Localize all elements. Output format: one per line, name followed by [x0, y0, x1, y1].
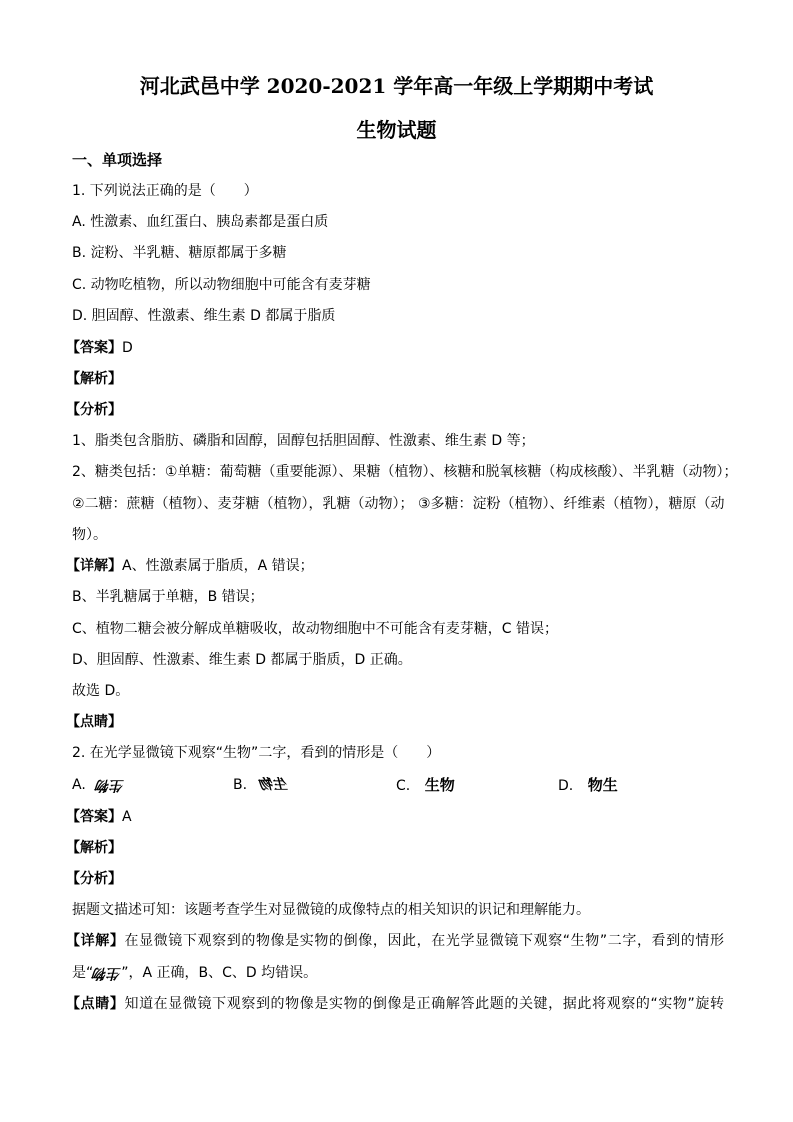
q1-answer	[66, 339, 133, 357]
q1-option-a: A. 性激素、血红蛋白、胰岛素都是蛋白质	[72, 214, 329, 230]
q1-option-b: B. 淀粉、半乳糖、糖原都属于多糖	[72, 245, 287, 261]
q2-fenxi-tag: 【分析】	[66, 871, 122, 887]
q2-answer-value: A	[122, 809, 132, 825]
q2-fenxi: 据题文描述可知：该题考查学生对显微镜的成像特点的相关知识的识记和理解能力。	[72, 902, 590, 918]
q2-analysis-tag: 【解析】	[66, 840, 122, 856]
q1-fenxi-line-3: ②二糖：蔗糖（植物）、麦芽糖（植物），乳糖（动物）； ③多糖：淀粉（植物）、纤维素（植物），糖原（动	[72, 496, 725, 512]
q2-option-b: B. 生物	[233, 777, 288, 793]
q1-detail-1: 【详解】A、性激素属于脂质，A 错误；	[66, 558, 314, 574]
q1-stem: 1. 下列说法正确的是（ ）	[72, 183, 258, 199]
q1-detail-3: C、植物二糖会被分解成单糖吸收，故动物细胞中不可能含有麦芽糖，C 错误；	[72, 621, 558, 637]
page-subtitle: 生物试题	[356, 118, 437, 142]
detail-tag: 【详解】	[66, 558, 122, 574]
q2-option-c: C. 生物	[396, 776, 455, 794]
q2-detail-1: 【详解】在显微镜下观察到的物像是实物的倒像，因此，在光学显微镜下观察“生物”二字，看到的情形	[66, 933, 724, 949]
q1-fenxi-line-1: 1、脂类包含脂肪、磷脂和固醇，固醇包括胆固醇、性激素、维生素 D 等；	[72, 433, 535, 449]
q2-option-c-glyph: 生物	[424, 776, 455, 794]
page-title: 河北武邑中学 2020-2021 学年高一年级上学期期中考试	[139, 74, 654, 98]
q2-stem: 2. 在光学显微镜下观察“生物”二字，看到的情形是（ ）	[72, 745, 441, 761]
q2-detail-2: 是“生物”，A 正确，B、C、D 均错误。	[72, 965, 318, 981]
q2-option-d-glyph: 物生	[587, 776, 618, 794]
q1-analysis-tag: 【解析】	[66, 371, 122, 387]
q2-detail-glyph: 生物	[93, 965, 122, 981]
q1-fenxi-tag: 【分析】	[66, 402, 122, 418]
q1-fenxi-line-2: 2、糖类包括：①单糖：葡萄糖（重要能源）、果糖（植物）、核糖和脱氧核糖（构成核酸）、半乳糖（动物）；	[72, 464, 738, 480]
q2-option-a-glyph: 生物	[96, 777, 125, 793]
q2-dianjing: 【点睛】知道在显微镜下观察到的物像是实物的倒像是正确解答此题的关键，据此将观察的“实物”旋转	[66, 996, 724, 1012]
q2-option-a: A. 生物	[72, 777, 125, 793]
q1-option-d: D. 胆固醇、性激素、维生素 D 都属于脂质	[72, 308, 336, 324]
q1-detail-5: 故选 D。	[72, 683, 130, 699]
q2-answer: 【答案】A	[66, 809, 132, 825]
section-heading: 一、单项选择	[72, 151, 163, 169]
q2-option-d: D. 物生	[558, 776, 618, 794]
answer-tag: 【答案】	[66, 340, 122, 356]
q1-fenxi-line-4: 物）。	[72, 527, 107, 543]
q1-detail-2: B、半乳糖属于单糖，B 错误；	[72, 589, 264, 605]
q1-option-c: C. 动物吃植物，所以动物细胞中可能含有麦芽糖	[72, 277, 371, 293]
q1-detail-4: D、胆固醇、性激素、维生素 D 都属于脂质，D 正确。	[72, 652, 412, 668]
q1-dianjing-tag: 【点睛】	[66, 714, 122, 730]
answer-value: D	[122, 340, 133, 356]
q2-option-b-glyph: 生物	[259, 777, 288, 793]
